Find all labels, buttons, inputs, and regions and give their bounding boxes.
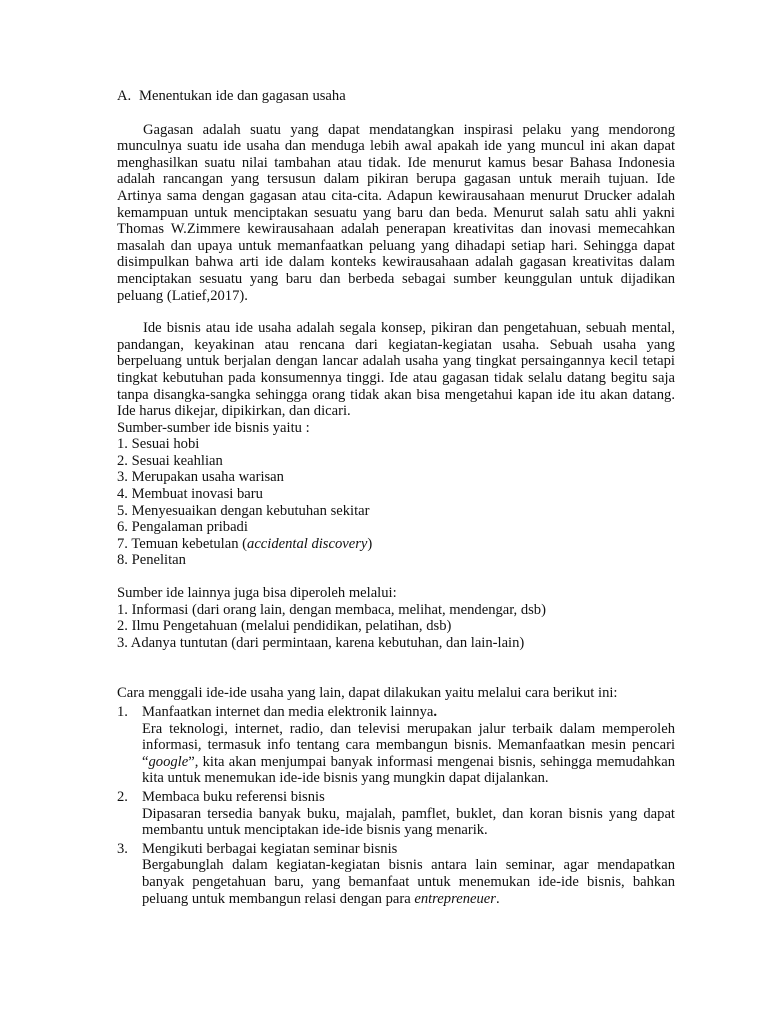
list-item-italic-text: accidental discovery xyxy=(247,535,368,552)
list-item: 2. Sesuai keahlian xyxy=(117,452,223,469)
way-item-title xyxy=(117,789,675,806)
sources-list xyxy=(117,436,675,569)
description-italic-text: entrepreneuer xyxy=(414,890,496,907)
description-text: Bergabunglah dalam kegiatan-kegiatan bisnis antara lain seminar, agar mendapatkan banyak pengetahuan baru, yang bemanfaat untuk menemukan ide-ide bisnis, bahkan peluang untuk membangun relasi dengan para xyxy=(142,857,675,907)
way-item-title xyxy=(117,841,675,858)
list-item: 6. Pengalaman pribadi xyxy=(117,519,248,536)
sources-intro: Sumber-sumber ide bisnis yaitu : xyxy=(117,419,310,436)
list-item-text: 7. Temuan kebetulan ( xyxy=(117,535,248,552)
document-page xyxy=(117,88,675,909)
way-item-title-text: Mengikuti berbagai kegiatan seminar bisnis xyxy=(142,840,398,857)
list-item: 1. Informasi (dari orang lain, dengan membaca, melihat, mendengar, dsb) xyxy=(117,601,546,618)
section-title: Menentukan ide dan gagasan usaha xyxy=(139,88,346,104)
paragraph-ide-bisnis: Ide bisnis atau ide usaha adalah segala konsep, pikiran dan pengetahuan, sebuah mental, pandangan, keyakinan atau rencana dari kegiatan-kegiatan usaha. Sebuah usaha yang berpeluang untuk berjalan dengan lancar adalah usaha yang tingkat persaingannya kecil tetapi tingkat kebutuhan pada konsumennya tinggi. Ide atau gagasan tidak selalu datang begitu saja tanpa disangka-sangka sehingga orang tidak akan bisa mengetahui kapan ide itu akan datang. Ide harus dikejar, dipikirkan, dan dicari. xyxy=(117,320,675,420)
list-item: 3. Merupakan usaha warisan xyxy=(117,469,284,486)
way-item-title xyxy=(117,704,675,721)
way-item-title-text: Membaca buku referensi bisnis xyxy=(142,788,325,805)
list-item: 5. Menyesuaikan dengan kebutuhan sekitar xyxy=(117,502,370,519)
way-item-description: Dipasaran tersedia banyak buku, majalah, pamflet, buklet, dan koran bisnis yang dapat membantu untuk menciptakan ide-ide bisnis yang menarik. xyxy=(142,805,675,839)
description-text: Era teknologi, internet, radio, dan televisi merupakan jalur terbaik dalam memperoleh informasi, termasuk info tentang cara membangun bisnis. Memanfaatkan mesin pencari “ xyxy=(142,720,675,770)
other-sources-intro: Sumber ide lainnya juga bisa diperoleh melalui: xyxy=(117,585,397,602)
list-item: 1. Sesuai hobi xyxy=(117,436,200,453)
description-text: . xyxy=(495,890,500,907)
list-item: 3. Adanya tuntutan (dari permintaan, karena kebutuhan, dan lain-lain) xyxy=(117,634,525,651)
way-item-title-period: . xyxy=(433,704,438,720)
list-item: 4. Membuat inovasi baru xyxy=(117,486,263,503)
description-text: ”, kita akan menjumpai banyak informasi mengenai bisnis, sehingga memudahkan kita untuk menemukan ide-ide bisnis yang mungkin dapat dijalankan. xyxy=(142,753,675,787)
way-item-title-text: Manfaatkan internet dan media elektronik lainnya xyxy=(142,704,434,720)
paragraph-gagasan: Gagasan adalah suatu yang dapat mendatangkan inspirasi pelaku yang mendorong munculnya suatu ide usaha dan menduga lebih awal apakah ide yang muncul ini akan dapat menghasilkan suatu nilai tambahan atau tidak. Ide menurut kamus besar Bahasa Indonesia adalah rancangan yang tersusun dalam pikiran berupa gagasan untuk meraih tujuan. Ide Artinya sama dengan gagasan atau cita-cita. Adapun kewirausahaan menurut Drucker adalah kemampuan untuk menciptakan sesuatu yang baru dan beda. Menurut salah satu ahli yakni Thomas W.Zimmere kewirausahaan adalah penerapan kreativitas dan inovasi memecahkan masalah dan upaya untuk memanfaatkan peluang yang dihadapi setiap hari. Sehingga dapat disimpulkan bahwa arti ide dalam konteks kewirausahaan adalah gagasan kreativitas dalam menciptakan sesuatu yang baru dan berbeda sebagai sumber keunggulan untuk dijadikan peluang (Latief,2017). xyxy=(117,121,675,304)
ways-list xyxy=(117,704,675,907)
list-item: 2. Ilmu Pengetahuan (melalui pendidikan, pelatihan, dsb) xyxy=(117,618,452,635)
list-item: 8. Penelitan xyxy=(117,552,186,569)
section-letter: A. xyxy=(117,88,132,104)
section-heading xyxy=(117,88,675,105)
way-item-description xyxy=(142,721,675,787)
list-item-text: ) xyxy=(367,535,373,552)
description-italic-text: google xyxy=(148,753,189,770)
way-item-number: 1. xyxy=(117,704,128,720)
other-sources-list xyxy=(117,602,675,652)
way-item-description xyxy=(142,857,675,907)
ways-intro: Cara menggali ide-ide usaha yang lain, dapat dilakukan yaitu melalui cara berikut ini: xyxy=(117,685,618,702)
list-item xyxy=(117,536,675,553)
way-item-number: 3. xyxy=(117,840,128,857)
way-item-number: 2. xyxy=(117,788,128,805)
